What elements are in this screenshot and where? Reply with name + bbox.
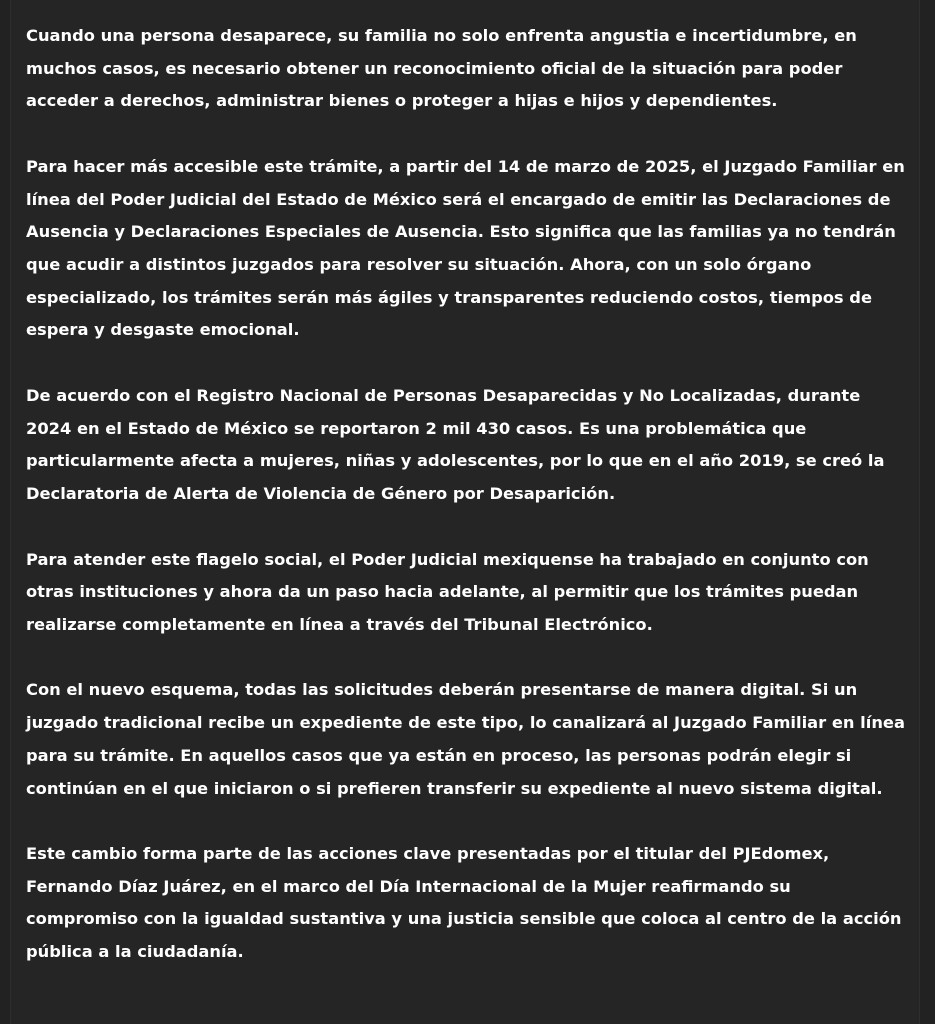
- article-paragraph: Cuando una persona desaparece, su familia no solo enfrenta angustia e incertidumbre, en muchos casos, es necesario obtener un reconocimiento oficial de la situación para poder acceder a derechos, administrar bienes o proteger a hijas e hijos y dependientes.: [26, 26, 857, 111]
- article-paragraph: Para hacer más accesible este trámite, a partir del 14 de marzo de 2025, el Juzgado Familiar en línea del Poder Judicial del Estado de México será el encargado de emitir las Declaraciones de Ausencia y Declaraciones Especiales de Ausencia. Esto significa que las familias ya no tendrán que acudir a distintos juzgados para resolver su situación. Ahora, con un solo órgano especializado, los trámites serán más ágiles y transparentes reduciendo costos, tiempos de espera y desgaste emocional.: [26, 156, 905, 340]
- article-paragraph: Este cambio forma parte de las acciones clave presentadas por el titular del PJEdomex, Fernando Díaz Juárez, en el marco del Día Internacional de la Mujer reafirmando su compromiso con la igualdad sustantiva y una justicia sensible que coloca al centro de la acción pública a la ciudadanía.: [26, 844, 902, 962]
- article-body: [26, 20, 906, 969]
- article-container: [10, 0, 920, 1024]
- article-paragraph: Con el nuevo esquema, todas las solicitudes deberán presentarse de manera digital. Si un juzgado tradicional recibe un expediente de este tipo, lo canalizará al Juzgado Familiar en línea para su trámite. En aquellos casos que ya están en proceso, las personas podrán elegir si continúan en el que iniciaron o si prefieren transferir su expediente al nuevo sistema digital.: [26, 680, 905, 798]
- article-paragraph: De acuerdo con el Registro Nacional de Personas Desaparecidas y No Localizadas, durante 2024 en el Estado de México se reportaron 2 mil 430 casos. Es una problemática que particularmente afecta a mujeres, niñas y adolescentes, por lo que en el año 2019, se creó la Declaratoria de Alerta de Violencia de Género por Desaparición.: [26, 385, 885, 504]
- article-paragraph: Para atender este flagelo social, el Poder Judicial mexiquense ha trabajado en conjunto con otras instituciones y ahora da un paso hacia adelante, al permitir que los trámites puedan realizarse completamente en línea a través del Tribunal Electrónico.: [26, 549, 869, 634]
